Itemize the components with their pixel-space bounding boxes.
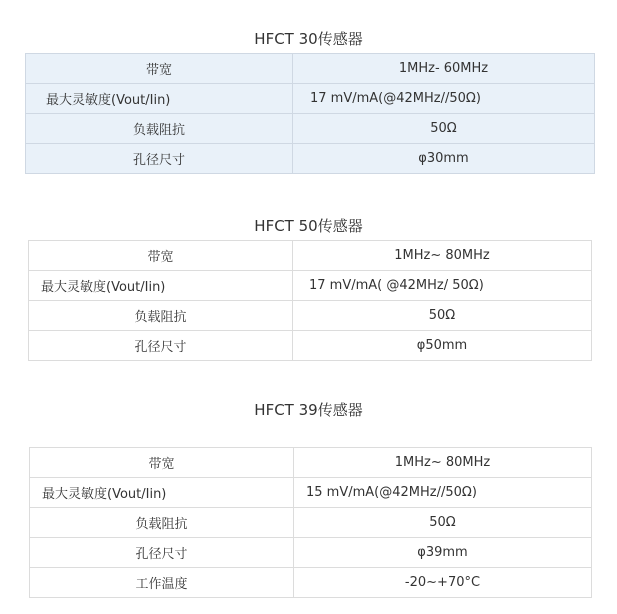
spec-value: 17 mV/mA( @42MHz/ 50Ω) [293, 271, 592, 301]
spec-label: 最大灵敏度(Vout/Iin) [30, 478, 294, 508]
spec-value: 17 mV/mA(@42MHz//50Ω) [293, 84, 595, 114]
spec-value: 1MHz~ 80MHz [293, 241, 592, 271]
spec-label: 最大灵敏度(Vout/Iin) [26, 84, 293, 114]
spec-label: 孔径尺寸 [30, 538, 294, 568]
table-row [26, 144, 595, 174]
table-row [29, 331, 592, 361]
table-row [30, 568, 592, 598]
spec-label: 带宽 [26, 54, 293, 84]
spec-value: 1MHz- 60MHz [293, 54, 595, 84]
section-title-hfct50: HFCT 50传感器 [254, 217, 363, 235]
spec-label: 带宽 [29, 241, 293, 271]
section-title-hfct30: HFCT 30传感器 [254, 30, 363, 48]
table-row [26, 84, 595, 114]
table-row [29, 271, 592, 301]
spec-value: -20~+70°C [294, 568, 592, 598]
spec-label: 孔径尺寸 [29, 331, 293, 361]
spec-value: φ39mm [294, 538, 592, 568]
spec-value: φ30mm [293, 144, 595, 174]
spec-label: 孔径尺寸 [26, 144, 293, 174]
spec-label: 工作温度 [30, 568, 294, 598]
spec-label: 负载阻抗 [26, 114, 293, 144]
spec-label: 负载阻抗 [30, 508, 294, 538]
table-row [30, 478, 592, 508]
table-row [26, 114, 595, 144]
table-row [29, 301, 592, 331]
spec-value: φ50mm [293, 331, 592, 361]
spec-value: 15 mV/mA(@42MHz//50Ω) [294, 478, 592, 508]
spec-value: 50Ω [293, 301, 592, 331]
spec-table-hfct39 [29, 447, 592, 598]
spec-label: 最大灵敏度(Vout/Iin) [29, 271, 293, 301]
table-row [30, 508, 592, 538]
spec-table-hfct30 [25, 53, 595, 174]
table-row [26, 54, 595, 84]
table-row [29, 241, 592, 271]
spec-table-hfct50 [28, 240, 592, 361]
spec-value: 50Ω [294, 508, 592, 538]
table-row [30, 448, 592, 478]
spec-value: 50Ω [293, 114, 595, 144]
table-row [30, 538, 592, 568]
spec-label: 负载阻抗 [29, 301, 293, 331]
spec-label: 带宽 [30, 448, 294, 478]
spec-value: 1MHz~ 80MHz [294, 448, 592, 478]
section-title-hfct39: HFCT 39传感器 [254, 401, 363, 419]
